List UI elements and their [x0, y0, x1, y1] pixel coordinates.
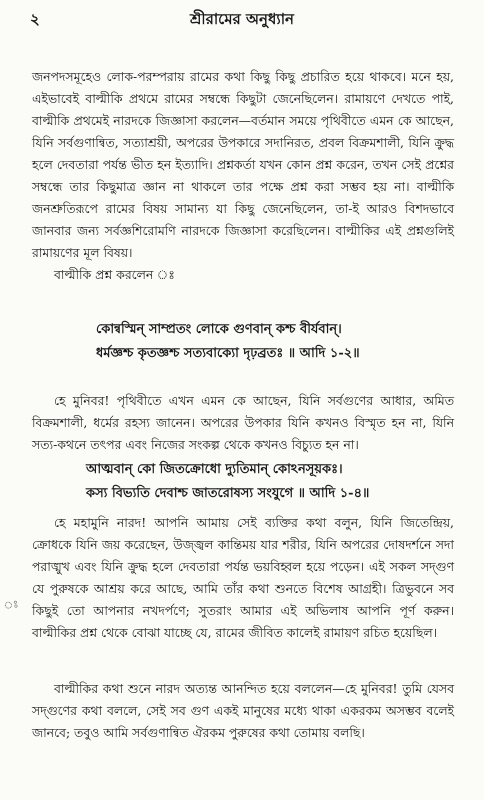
page-header — [30, 8, 454, 32]
paragraph-narada-reply: বাল্মীকির কথা শুনে নারদ অত্যন্ত আনন্দিত হয়ে বললেন—হে মুনিবর! তুমি যেসব সদ্গুণের কথা বললে, সেই সব গুণ একই মানুষের মধ্যে থাকা একরকম অসম্ভব বলেই জানবে; তবুও আমি সর্বগুণান্বিত ঐরকম পুরুষের কথা তোমায় বলছি। — [32, 681, 454, 740]
running-title: শ্রীরামের অনুধ্যান — [189, 10, 295, 28]
paragraph-question-lead: বাল্মীকি প্রশ্ন করলেন ঃ — [54, 267, 175, 282]
paragraph-translation-1: হে মুনিবর! পৃথিবীতে এখন এমন কে আছেন, যিনি সর্বগুণের আধার, অমিত বিক্রমশালী, ধর্মের রহস্য জানেন। অপরের উপকার যিনি কখনও বিস্মৃত হন না, যিনি সত্য-কথনে তৎপর এবং নিজের সংকল্প থেকে কখনও বিচ্যুত হন না। — [32, 393, 454, 452]
verse-line: কস্য বিভ্যতি দেবাশ্চ জাতরোষস্য সংযুগে ॥ আদি ১-৪॥ — [86, 486, 370, 501]
verse-line: আত্মবান্ কো জিতক্রোধো দ্যুতিমান্ কোঽনসূয়কঃ। — [86, 462, 343, 477]
verse-line: ধর্মজ্ঞশ্চ কৃতজ্ঞশ্চ সত্যবাক্যো দৃঢ়ব্রতঃ ॥ আদি ১-২॥ — [96, 346, 360, 361]
verse-1 — [96, 318, 476, 366]
page-number: ২ — [30, 10, 40, 28]
verse-line: কোন্বস্মিন্ সাম্প্রতং লোকে গুণবান্ কশ্চ বীর্যবান্। — [96, 322, 342, 337]
paragraph-translation-2: হে মহামুনি নারদ! আপনি আমায় সেই ব্যক্তির কথা বলুন, যিনি জিতেন্দ্রিয়, ক্রোধকে যিনি জয় করেছেন, উজ্জ্বল কান্তিময় যার শরীর, যিনি অপরের দোষদর্শনে সদা পরাঙ্মুখ এবং যিনি ক্রুদ্ধ হলে দেবতারা পর্যন্ত ভয়বিহ্বল হয়ে পড়েন। এই সকল সদ্গুণ যে পুরুষকে আশ্রয় করে আছে, আমি তাঁর কথা শুনতে বিশেষ আগ্রহী। ত্রিভুবনে সব কিছুই তো আপনার নখদর্পণে; সুতরাং আমার এই অভিলাষ আপনি পূর্ণ করুন। বাল্মীকির প্রশ্ন থেকে বোঝা যাচ্ছে যে, রামের জীবিত কালেই রামায়ণ রচিত হয়েছিল। — [32, 515, 454, 640]
verse-2 — [86, 458, 466, 506]
paragraph-intro: জনপদসমূহেও লোক-পরম্পরায় রামের কথা কিছু কিছু প্রচারিত হয়ে থাকবে। মনে হয়, এইভাবেই বাল্মীকি প্রথমে রামের সম্বন্ধে কিছুটা জেনেছিলেন। রামায়ণে দেখতে পাই, বাল্মীকি প্রথমেই নারদকে জিজ্ঞাসা করলেন—বর্তমান সময়ে পৃথিবীতে এমন কে আছেন, যিনি সর্বগুণান্বিত, সত্যাশ্রয়ী, অপরের উপকারে সদানিরত, প্রবল বিক্রমশালী, যিনি ক্রুদ্ধ হলে দেবতারা পর্যন্ত ভীত হন ইত্যাদি। প্রশ্নকর্তা যখন কোন প্রশ্ন করেন, তখন সেই প্রশ্নের সম্বন্ধে তার কিছুমাত্র জ্ঞান না থাকলে তার পক্ষে প্রশ্ন করা সম্ভব হয় না। বাল্মীকি জনশ্রুতিরূপে রামের বিষয় সামান্য যা কিছু জেনেছিলেন, তা-ই আরও বিশদভাবে জানবার জন্য সর্বজ্ঞশিরোমণি নারদকে জিজ্ঞাসা করেছিলেন। বাল্মীকির এই প্রশ্নগুলিই রামায়ণের মূল বিষয়। — [32, 69, 454, 260]
margin-mark: ঃ — [3, 599, 20, 612]
